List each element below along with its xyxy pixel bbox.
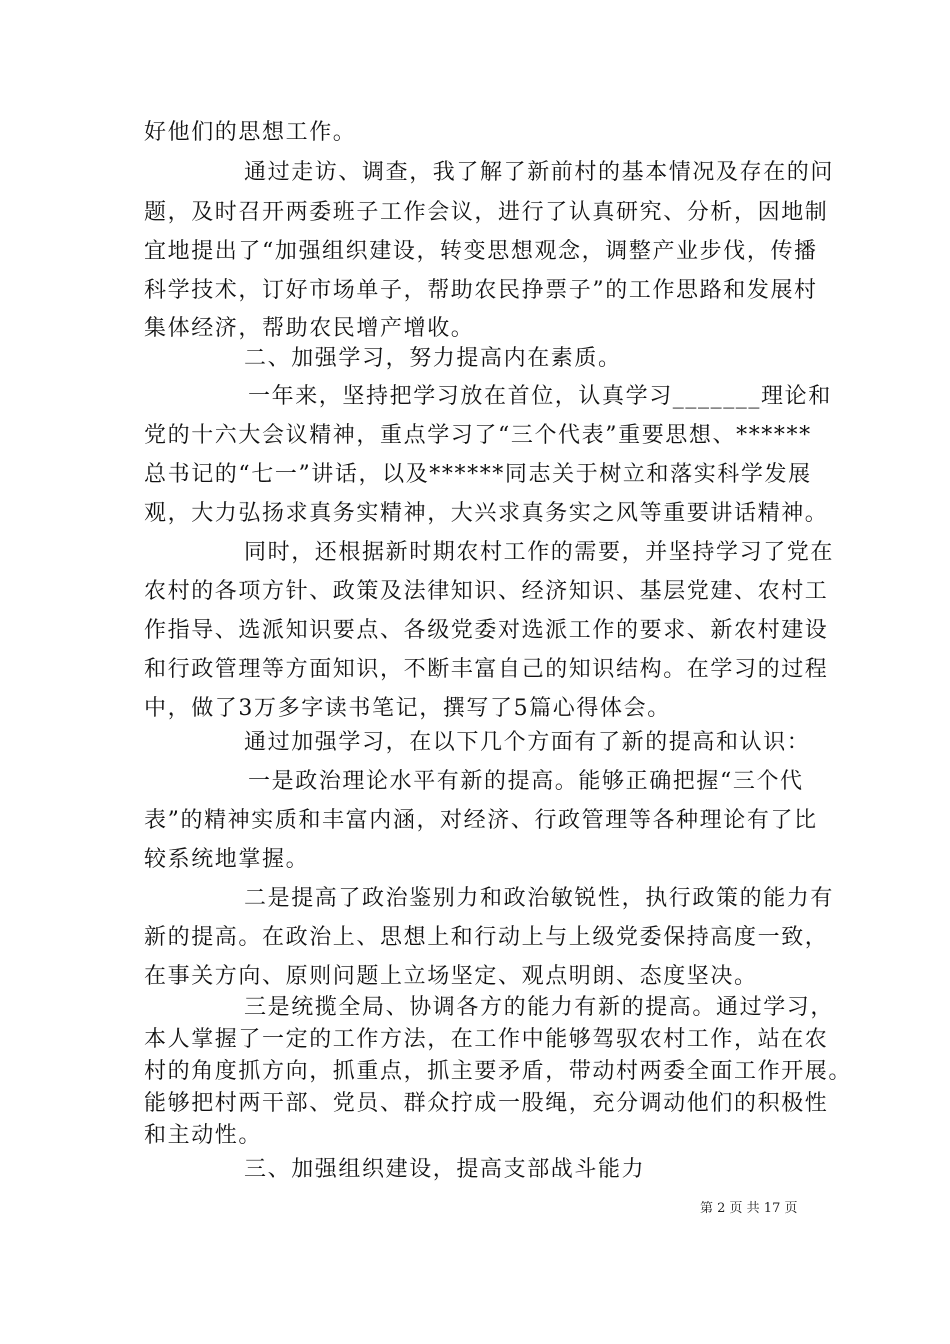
text-line: 总书记的“七一”讲话，以及******同志关于树立和落实科学发展 xyxy=(144,462,812,487)
text-line: 好他们的思想工作。 xyxy=(144,120,357,145)
text-line: 中，做了3万多字读书笔记，撰写了5篇心得体会。 xyxy=(144,696,671,721)
text-line: 较系统地掌握。 xyxy=(144,847,310,872)
text-line: 新的提高。在政治上、思想上和行动上与上级党委保持高度一致， xyxy=(144,925,829,950)
text-line: 集体经济，帮助农民增产增收。 xyxy=(144,316,475,341)
section-heading-3: 三、加强组织建设，提高支部战斗能力 xyxy=(244,1157,646,1182)
text-line: 观，大力弘扬求真务实精神，大兴求真务实之风等重要讲话精神。 xyxy=(144,501,829,526)
text-line: 表”的精神实质和丰富内涵，对经济、行政管理等各种理论有了比 xyxy=(144,808,818,833)
text-line: 党的十六大会议精神，重点学习了“三个代表”重要思想、****** xyxy=(144,423,812,448)
paragraph-start: 三是统揽全局、协调各方的能力有新的提高。通过学习， xyxy=(244,995,835,1020)
text-line: 题，及时召开两委班子工作会议，进行了认真研究、分析，因地制 xyxy=(144,200,829,225)
text-line: 宜地提出了“加强组织建设，转变思想观念，调整产业步伐，传播 xyxy=(144,239,818,264)
paragraph-start: 一是政治理论水平有新的提高。能够正确把握“三个代 xyxy=(248,769,804,794)
page-number-footer: 第 2 页 共 17 页 xyxy=(700,1201,798,1216)
text-line: 和主动性。 xyxy=(144,1123,263,1148)
paragraph-start: 通过加强学习，在以下几个方面有了新的提高和认识： xyxy=(244,730,811,755)
text-line: 农村的各项方针、政策及法律知识、经济知识、基层党建、农村工 xyxy=(144,579,829,604)
text-line: 能够把村两干部、党员、群众拧成一股绳，充分调动他们的积极性 xyxy=(144,1091,829,1116)
text-line: 在事关方向、原则问题上立场坚定、观点明朗、态度坚决。 xyxy=(144,964,758,989)
paragraph-start: 二是提高了政治鉴别力和政治敏锐性，执行政策的能力有 xyxy=(244,886,835,911)
paragraph-start: 一年来，坚持把学习放在首位，认真学习_______理论和 xyxy=(248,384,832,409)
text-line: 作指导、选派知识要点、各级党委对选派工作的要求、新农村建设 xyxy=(144,618,829,643)
text-line: 科学技术，订好市场单子，帮助农民挣票子”的工作思路和发展村 xyxy=(144,278,818,303)
text-line: 村的角度抓方向，抓重点，抓主要矛盾，带动村两委全面工作开展。 xyxy=(144,1059,853,1084)
text-line: 和行政管理等方面知识，不断丰富自己的知识结构。在学习的过程 xyxy=(144,657,829,682)
text-line: 本人掌握了一定的工作方法，在工作中能够驾驭农村工作，站在农 xyxy=(144,1027,829,1052)
section-heading-2: 二、加强学习，努力提高内在素质。 xyxy=(244,346,622,371)
paragraph-start: 通过走访、调查，我了解了新前村的基本情况及存在的问 xyxy=(244,160,835,185)
paragraph-start: 同时，还根据新时期农村工作的需要，并坚持学习了党在 xyxy=(244,540,835,565)
